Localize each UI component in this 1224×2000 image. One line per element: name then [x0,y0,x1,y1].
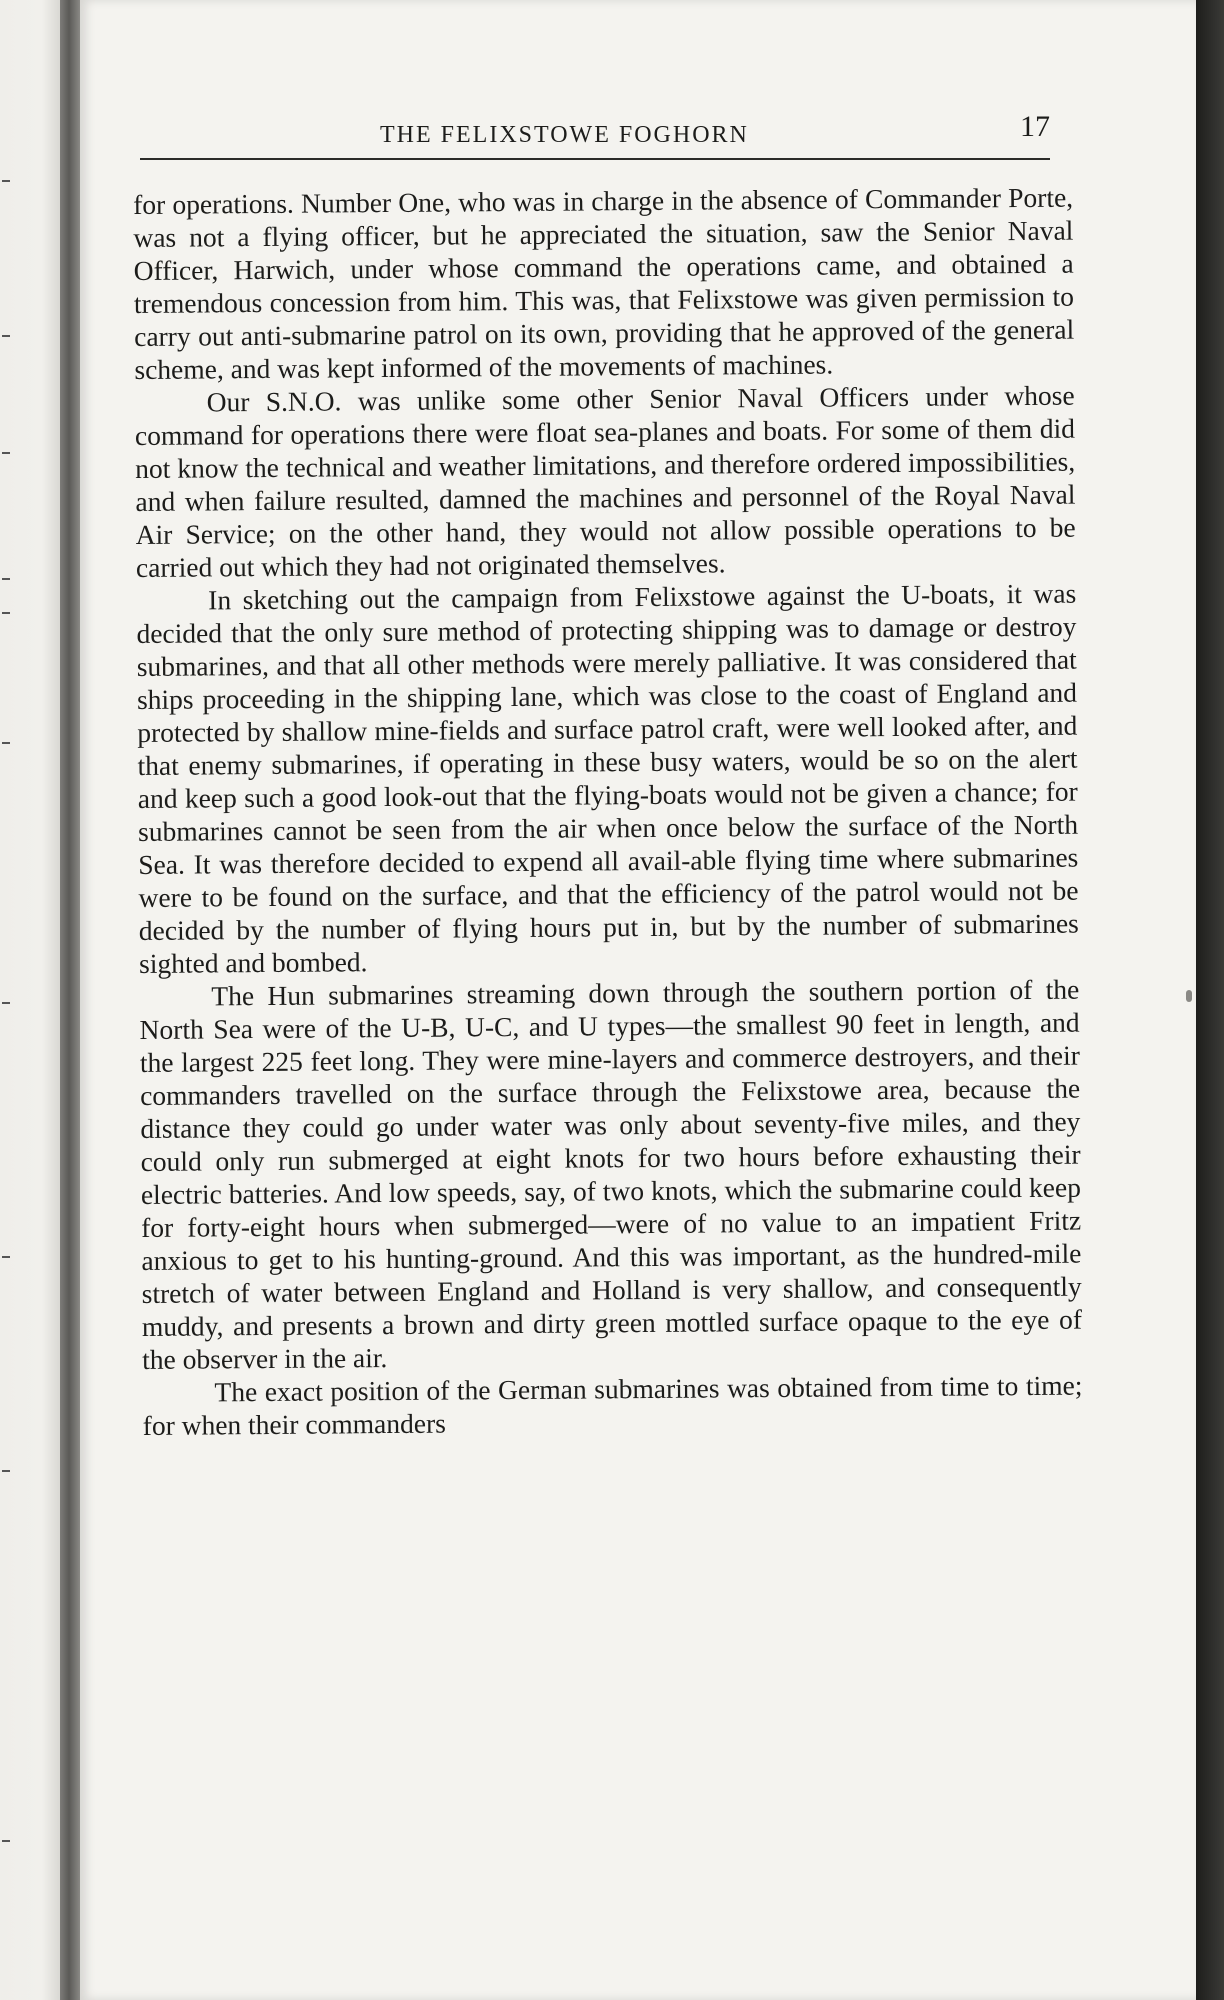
book-binding [60,0,80,2000]
paragraph: Our S.N.O. was unlike some other Senior Naval Officers under whose command for operations there were float sea-planes and boats. For some of them did not know the technical and weather limitations, and therefore ordered impossibilities, and when failure resulted, damned the machines and personnel of the Royal Naval Air Service; on the other hand, they would not allow possible operations to be carried out which they had not originated themselves. [134,379,1076,583]
adjacent-page-edge [0,0,14,2000]
page-blemish [1186,990,1192,1002]
paragraph: The exact position of the German submarines was obtained from time to time; for when their commanders [142,1369,1083,1441]
running-head: THE FELIXSTOWE FOGHORN [380,122,749,148]
header-rule [140,158,1050,160]
paragraph: The Hun submarines streaming down through the southern portion of the North Sea were of the U-B, U-C, and U types—the smallest 90 feet in length, and the largest 225 feet long. They were mine-layers and commerce destroyers, and their commanders travelled on the surface through the Felixstowe area, because the distance they could go under water was only about seventy-five miles, and they could only run submerged at eight knots for two hours before exhausting their electric batteries. And low speeds, say, of two knots, which the submarine could keep for forty-eight hours when submerged—were of no value to an impatient Fritz anxious to get to his hunting-ground. And this was important, as the hundred-mile stretch of water between England and Holland is very shallow, and consequently muddy, and presents a brown and dirty green mottled surface opaque to the eye of the observer in the air. [139,973,1083,1375]
body-text [133,181,1083,1442]
page-header [100,110,1050,162]
paragraph: for operations. Number One, who was in charge in the absence of Commander Porte, was not a flying officer, but he appreciated the situation, saw the Senior Naval Officer, Harwich, under whose command the operations came, and obtained a tremendous concession from him. This was, that Felixstowe was given permission to carry out anti-submarine patrol on its own, providing that he approved of the general scheme, and was kept informed of the movements of machines. [133,181,1075,385]
paragraph: In sketching out the campaign from Felixstowe against the U-boats, it was decided that the only sure method of protecting shipping was to damage or destroy submarines, and that all other methods were merely palliative. It was considered that ships proceeding in the shipping lane, which was close to the coast of England and protected by shallow mine-fields and surface patrol craft, were well looked after, and that enemy submarines, if operating in these busy waters, would be so on the alert and keep such a good look-out that the flying-boats would not be given a chance; for submarines cannot be seen from the air when once below the surface of the North Sea. It was therefore decided to expend all avail-able flying time where submarines were to be found on the surface, and that the efficiency of the patrol would not be decided by the number of flying hours put in, but by the number of submarines sighted and bombed. [136,577,1079,979]
viewer-background-right [1196,0,1224,2000]
page-number: 17 [1020,110,1050,143]
